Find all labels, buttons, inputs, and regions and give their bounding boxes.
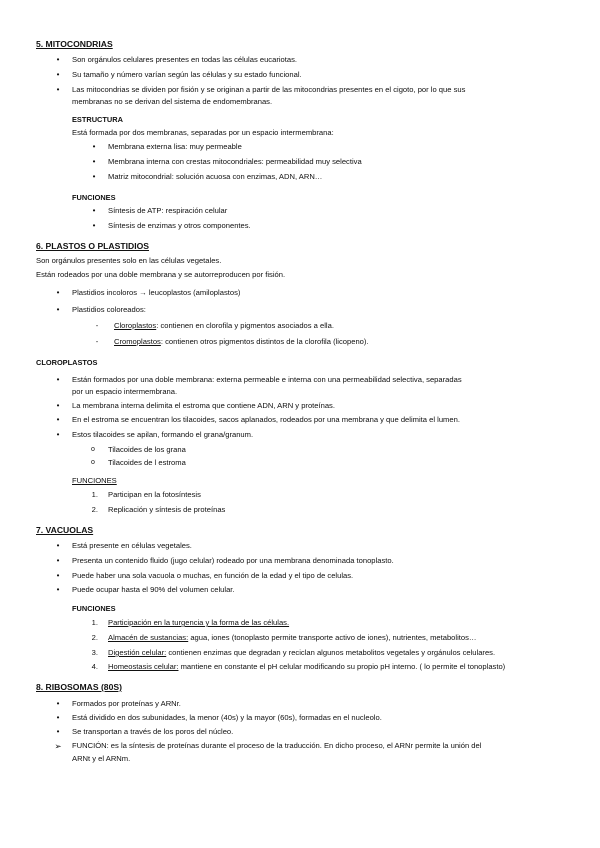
bullet-icon: • — [92, 142, 96, 151]
cloro-o-item-2: Tilacoides de l estroma — [108, 458, 186, 467]
bullet-icon: • — [56, 415, 60, 424]
cloro-funcion-1: Participan en la fotosíntesis — [108, 490, 201, 499]
bullet-icon: • — [56, 727, 60, 736]
estructura-intro: Está formada por dos membranas, separadas por un espacio intermembrana: — [72, 128, 334, 137]
list-number: 1. — [91, 490, 98, 499]
cloro-bullet-4: Estos tilacoides se apilan, formando el grana/granum. — [72, 430, 254, 439]
cloro-funcion-2: Replicación y síntesis de proteínas — [108, 505, 226, 514]
heading-mitocondrias: 5. MITOCONDRIAS — [36, 39, 113, 49]
vacuolas-funcion-4: Homeostasis celular: mantiene en constante el pH celular modificando su propio pH interno. ( lo permite el tonoplasto) — [108, 662, 506, 671]
heading-estructura: ESTRUCTURA — [72, 115, 123, 124]
heading-funciones-vacuolas: FUNCIONES — [72, 604, 116, 613]
bullet-icon: • — [92, 206, 96, 215]
vacuolas-bullet-2: Presenta un contenido fluido (jugo celular) rodeado por una membrana denominada tonoplasto. — [72, 556, 394, 565]
bullet-icon: • — [56, 288, 60, 297]
vacuolas-funcion-3: Digestión celular: contienen enzimas que degradan y reciclan algunos metabolitos vegetales y orgánulos celulares. — [108, 648, 496, 657]
circle-bullet-icon: o — [91, 446, 95, 453]
cloro-bullet-3: En el estroma se encuentran los tilacoides, sacos aplanados, rodeados por una membrana y que delimita el lumen. — [72, 415, 460, 424]
vacuolas-funcion-1: Participación en la turgencia y la forma de las células. — [108, 618, 290, 627]
bullet-icon: • — [92, 172, 96, 181]
list-number: 2. — [91, 633, 98, 642]
vacuolas-bullet-3: Puede haber una sola vacuola o muchas, en función de la edad y el tipo de celulas. — [72, 571, 354, 580]
dash-icon: - — [95, 337, 99, 346]
dash-icon: - — [95, 321, 99, 330]
mito-bullet-2: Su tamaño y número varían según las células y su estado funcional. — [72, 70, 302, 79]
heading-funciones-mito: FUNCIONES — [72, 193, 116, 202]
bullet-icon: • — [56, 430, 60, 439]
bullet-icon: • — [56, 305, 60, 314]
cloro-bullet-1: Están formados por una doble membrana: externa permeable e interna con una permeabilidad selectiva, separadas — [72, 375, 462, 384]
bullet-icon: • — [92, 157, 96, 166]
list-number: 4. — [91, 662, 98, 671]
circle-bullet-icon: o — [91, 459, 95, 466]
vacuolas-bullet-4: Puede ocupar hasta el 90% del volumen celular. — [72, 585, 235, 594]
bullet-icon: • — [56, 375, 60, 384]
plastos-sub-cloroplastos: Cloroplastos: contienen en clorofila y pigmentos asociados a ella. — [114, 321, 334, 330]
heading-ribosomas: 8. RIBOSOMAS (80S) — [36, 682, 122, 692]
ribosomas-bullet-3: Se transportan a través de los poros del núcleo. — [72, 727, 234, 736]
list-number: 3. — [91, 648, 98, 657]
heading-cloroplastos: CLOROPLASTOS — [36, 358, 98, 367]
plastos-item-1: Plastidios incoloros → leucoplastos (amiloplastos) — [72, 288, 241, 297]
cloro-bullet-2: La membrana interna delimita el estroma que contiene ADN, ARN y proteínas. — [72, 401, 335, 410]
bullet-icon: • — [56, 55, 60, 64]
heading-vacuolas: 7. VACUOLAS — [36, 525, 94, 535]
ribosomas-funcion-line-2: ARNt y el ARNm. — [72, 754, 131, 763]
list-number: 2. — [91, 505, 98, 514]
cloro-bullet-1-cont: por un espacio intermembrana. — [72, 387, 178, 396]
ribosomas-bullet-2: Está dividido en dos subunidades, la menor (40s) y la mayor (60s), formadas en el nucleolo. — [72, 713, 382, 722]
bullet-icon: • — [56, 699, 60, 708]
cloro-o-item-1: Tilacoides de los grana — [108, 445, 186, 454]
bullet-icon: • — [56, 713, 60, 722]
mito-bullet-3: Las mitocondrias se dividen por fisión y se originan a partir de las mitocondrias presentes en el cigoto, por lo que sus — [72, 85, 466, 94]
plastos-sub-cromoplastos: Cromoplastos: contienen otros pigmentos distintos de la clorofila (licopeno). — [114, 337, 369, 346]
bullet-icon: • — [56, 401, 60, 410]
bullet-icon: • — [56, 556, 60, 565]
plastos-intro-2: Están rodeados por una doble membrana y se autorreproducen por fisión. — [36, 270, 286, 279]
bullet-icon: • — [92, 221, 96, 230]
mito-bullet-1: Son orgánulos celulares presentes en todas las células eucariotas. — [72, 55, 297, 64]
list-number: 1. — [91, 618, 98, 627]
heading-funciones-cloro: FUNCIONES — [72, 476, 117, 485]
vacuolas-bullet-1: Está presente en células vegetales. — [72, 541, 192, 550]
estructura-item-2: Membrana interna con crestas mitocondriales: permeabilidad muy selectiva — [108, 157, 362, 166]
plastos-item-2: Plastidios coloreados: — [72, 305, 146, 314]
bullet-icon: • — [56, 70, 60, 79]
vacuolas-funcion-2: Almacén de sustancias: agua, iones (tonoplasto permite transporte activo de iones), nutrientes, metabolitos… — [108, 633, 477, 642]
mito-bullet-3-cont: membranas no se derivan del sistema de endomembranas. — [72, 97, 273, 106]
estructura-item-1: Membrana externa lisa: muy permeable — [108, 142, 242, 151]
ribosomas-funcion-line-1: FUNCIÓN: es la síntesis de proteínas durante el proceso de la traducción. En dicho proceso, el ARNr permite la unión del — [72, 741, 482, 750]
bullet-icon: • — [56, 85, 60, 94]
bullet-icon: • — [56, 541, 60, 550]
heading-plastos: 6. PLASTOS O PLASTIDIOS — [36, 241, 150, 251]
estructura-item-3: Matriz mitocondrial: solución acuosa con enzimas, ADN, ARN… — [108, 172, 323, 181]
bullet-icon: • — [56, 571, 60, 580]
ribosomas-bullet-1: Formados por proteínas y ARNr. — [72, 699, 181, 708]
mito-funcion-1: Síntesis de ATP: respiración celular — [108, 206, 228, 215]
plastos-intro-1: Son orgánulos presentes solo en las células vegetales. — [36, 256, 222, 265]
bullet-icon: • — [56, 585, 60, 594]
mito-funcion-2: Síntesis de enzimas y otros componentes. — [108, 221, 251, 230]
arrowhead-bullet-icon: ➢ — [54, 741, 62, 751]
